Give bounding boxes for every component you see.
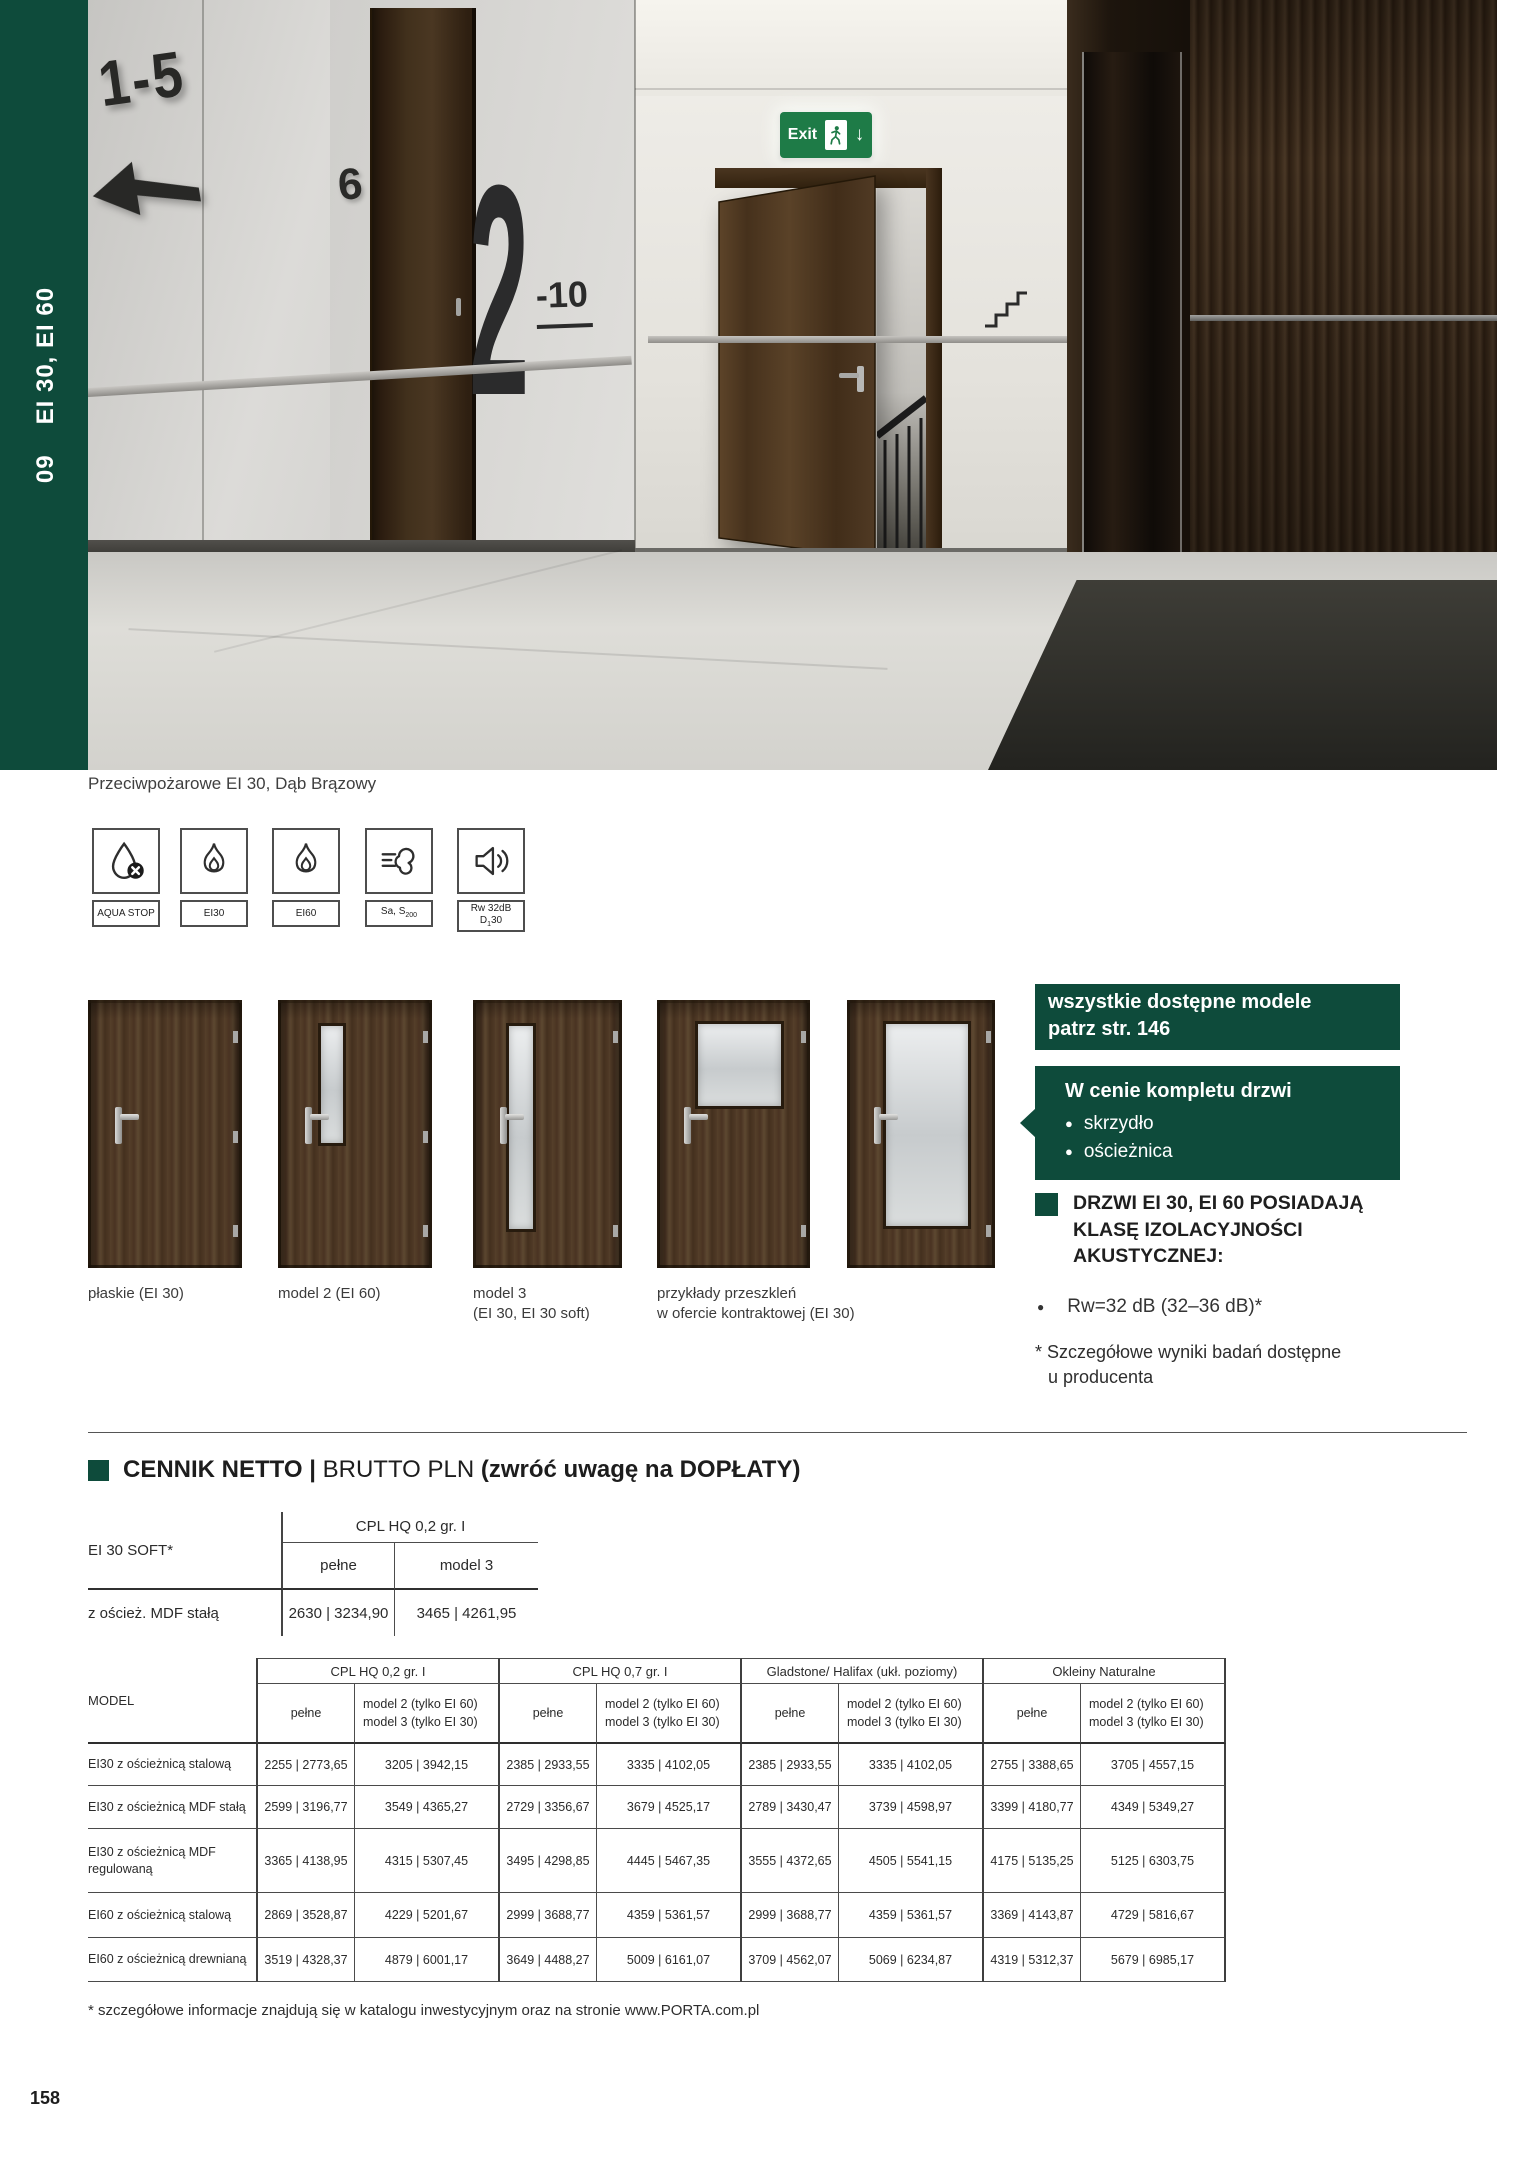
column-header: model 2 (tylko EI 60) model 3 (tylko EI 30) <box>597 1684 742 1744</box>
included-in-price-box <box>1035 1066 1400 1180</box>
column-header: model 2 (tylko EI 60) model 3 (tylko EI 30) <box>1081 1684 1226 1744</box>
price-cell: 2999 | 3688,77 <box>742 1893 839 1938</box>
exit-sign-label: Exit <box>787 126 818 143</box>
price-cell: 3465 | 4261,95 <box>416 1604 517 1622</box>
column-group-header: CPL HQ 0,7 gr. I <box>500 1658 742 1684</box>
stair-railing <box>877 188 926 560</box>
badge-label: AQUA STOP <box>92 900 160 927</box>
price-cell: 3365 | 4138,95 <box>258 1829 355 1893</box>
price-cell: 3679 | 4525,17 <box>597 1786 742 1829</box>
door-glass <box>318 1023 346 1146</box>
price-cell: 5009 | 6161,07 <box>597 1938 742 1982</box>
dark-floor-tiles <box>988 580 1497 770</box>
hinge <box>233 1031 238 1043</box>
hinge <box>801 1031 806 1043</box>
door-glass <box>695 1021 784 1109</box>
price-table-main <box>88 1658 1226 1982</box>
price-cell: 4729 | 5816,67 <box>1081 1893 1226 1938</box>
hinge <box>986 1031 991 1043</box>
price-cell: 3739 | 4598,97 <box>839 1786 984 1829</box>
column-header: pełne <box>742 1684 839 1744</box>
price-cell: 2789 | 3430,47 <box>742 1786 839 1829</box>
doorway-opening <box>877 188 926 560</box>
included-item: ● skrzydło <box>1065 1110 1388 1138</box>
door-handle-lever <box>505 1114 524 1120</box>
price-cell: 3335 | 4102,05 <box>839 1744 984 1786</box>
column-header: model 2 (tylko EI 60) model 3 (tylko EI 30) <box>839 1684 984 1744</box>
door-thumb-model3 <box>473 1000 622 1268</box>
bullet-icon: ● <box>1065 1144 1073 1159</box>
row-label: z oścież. MDF stałą <box>88 1590 283 1636</box>
price-table-soft <box>88 1512 538 1636</box>
pricing-footnote: * szczegółowe informacje znajdują się w katalogu inwestycyjnym oraz na stronie www.PORTA.com.pl <box>88 2002 760 2019</box>
price-cell: 3555 | 4372,65 <box>742 1829 839 1893</box>
badge-label: EI30 <box>180 900 248 927</box>
row-label: EI30 z ościeżnicą stalową <box>88 1744 258 1786</box>
door-handle-lever <box>310 1114 329 1120</box>
door-label-model3: model 3 (EI 30, EI 30 soft) <box>473 1285 590 1323</box>
door-glass <box>883 1021 971 1229</box>
acoustic-heading: DRZWI EI 30, EI 60 POSIADAJĄ KLASĘ IZOLACYJNOŚCI AKUSTYCZNEJ: <box>1073 1192 1364 1267</box>
badge-acoustic <box>457 828 525 932</box>
room-range-sign-right: -10 <box>535 273 593 329</box>
badge-label: Sa, $S_{200}$ <box>365 900 433 927</box>
price-cell: 4229 | 5201,67 <box>355 1893 500 1938</box>
price-cell: 5679 | 6985,17 <box>1081 1938 1226 1982</box>
price-cell: 4879 | 6001,17 <box>355 1938 500 1982</box>
column-header: model 2 (tylko EI 60) model 3 (tylko EI 30) <box>355 1684 500 1744</box>
column-header: model 3 <box>395 1543 538 1590</box>
column-group-header: CPL HQ 0,2 gr. I <box>283 1512 538 1543</box>
closed-wooden-door <box>370 8 476 556</box>
price-cell: 3649 | 4488,27 <box>500 1938 597 1982</box>
section-label: EI 30, EI 60 <box>32 286 59 425</box>
aqua-stop-icon <box>92 828 160 894</box>
price-cell: 5125 | 6303,75 <box>1081 1829 1226 1893</box>
photo-caption: Przeciwpożarowe EI 30, Dąb Brązowy <box>88 774 377 793</box>
badge-label: EI60 <box>272 900 340 927</box>
door-thumb-square-glazing <box>657 1000 810 1268</box>
door-thumb-plain <box>88 1000 242 1268</box>
pricing-heading: CENNIK NETTO | BRUTTO PLN (zwróć uwagę na DOPŁATY) <box>88 1456 800 1484</box>
door-handle-lever <box>879 1114 898 1120</box>
row-label: EI30 z ościeżnicą MDF stałą <box>88 1786 258 1829</box>
price-cell: 2869 | 3528,87 <box>258 1893 355 1938</box>
door-handle <box>456 298 461 316</box>
row-label: EI30 z ościeżnicą MDF regulowaną <box>88 1829 258 1893</box>
hinge <box>801 1225 806 1237</box>
section-number: 09 <box>32 454 59 484</box>
price-cell: 2755 | 3388,65 <box>984 1744 1081 1786</box>
divider-line <box>88 1432 1467 1433</box>
included-title: W cenie kompletu drzwi <box>1065 1080 1292 1102</box>
running-man-icon <box>825 120 847 150</box>
ceiling <box>635 0 1067 97</box>
promo-line1: wszystkie dostępne modele <box>1048 991 1312 1013</box>
page-number: 158 <box>30 2088 61 2108</box>
wall-trim-line <box>635 88 1067 90</box>
price-cell: 4505 | 5541,15 <box>839 1829 984 1893</box>
price-cell: 2599 | 3196,77 <box>258 1786 355 1829</box>
acoustic-bullet: ● Rw=32 dB (32–36 dB)* <box>1037 1296 1263 1317</box>
door-thumb-large-glazing <box>847 1000 995 1268</box>
row-label: EI60 z ościeżnicą drewnianą <box>88 1938 258 1982</box>
column-group-header: CPL HQ 0,2 gr. I <box>258 1658 500 1684</box>
fire-icon <box>272 828 340 894</box>
column-header: pełne <box>283 1543 395 1590</box>
speaker-icon <box>457 828 525 894</box>
door-handle-lever <box>120 1114 139 1120</box>
exit-sign <box>780 112 872 158</box>
door-label-plain: płaskie (EI 30) <box>88 1285 184 1302</box>
door-handle <box>500 1107 507 1144</box>
column-header: pełne <box>500 1684 597 1744</box>
door-handle <box>305 1107 312 1144</box>
table-row-header: MODEL <box>88 1658 258 1744</box>
price-cell: 4319 | 5312,37 <box>984 1938 1081 1982</box>
badge-ei30 <box>180 828 248 927</box>
wall-corner <box>634 0 636 560</box>
stairs-pictogram-icon <box>983 280 1029 330</box>
price-cell: 3705 | 4557,15 <box>1081 1744 1226 1786</box>
green-square-icon <box>1035 1193 1058 1216</box>
hinge <box>233 1225 238 1237</box>
price-cell: 4349 | 5349,27 <box>1081 1786 1226 1829</box>
price-cell: 4359 | 5361,57 <box>597 1893 742 1938</box>
wood-slat-wall <box>1190 0 1497 648</box>
badge-aqua-stop <box>92 828 160 927</box>
hinge <box>423 1031 428 1043</box>
room-range-sign: 1-5 <box>94 36 190 121</box>
price-cell: 3495 | 4298,85 <box>500 1829 597 1893</box>
fire-icon <box>180 828 248 894</box>
badge-label: Rw 32dB $D_130$ <box>457 900 525 932</box>
promo-line2: patrz str. 146 <box>1048 1018 1171 1040</box>
hinge <box>613 1225 618 1237</box>
column-header: pełne <box>984 1684 1081 1744</box>
acoustic-footnote: * Szczegółowe wyniki badań dostępne u producenta <box>1035 1342 1342 1387</box>
price-cell: 4175 | 5135,25 <box>984 1829 1081 1893</box>
price-cell: 2385 | 2933,55 <box>742 1744 839 1786</box>
green-square-icon <box>88 1460 109 1481</box>
column-header: pełne <box>258 1684 355 1744</box>
room-number-sign: 6 <box>335 159 365 210</box>
handrail-wood-wall <box>1190 315 1497 321</box>
price-cell: 3369 | 4143,87 <box>984 1893 1081 1938</box>
price-cell: 3205 | 3942,15 <box>355 1744 500 1786</box>
hinge <box>613 1031 618 1043</box>
badge-smoke <box>365 828 433 927</box>
price-cell: 2255 | 2773,65 <box>258 1744 355 1786</box>
bullet-icon: ● <box>1065 1116 1073 1131</box>
door-label-model2: model 2 (EI 60) <box>278 1285 381 1302</box>
price-cell: 4359 | 5361,57 <box>839 1893 984 1938</box>
section-tab-text <box>32 287 60 483</box>
price-cell: 3335 | 4102,05 <box>597 1744 742 1786</box>
smoke-control-icon <box>365 828 433 894</box>
hinge <box>423 1225 428 1237</box>
price-cell: 3519 | 4328,37 <box>258 1938 355 1982</box>
price-cell: 3549 | 4365,27 <box>355 1786 500 1829</box>
price-cell: 4315 | 5307,45 <box>355 1829 500 1893</box>
bullet-icon: ● <box>1037 1300 1045 1314</box>
floor-number-sign: 2 <box>469 122 530 458</box>
price-cell: 2630 | 3234,90 <box>283 1590 395 1636</box>
promo-banner <box>1035 984 1400 1050</box>
column-group-header: Gladstone/ Halifax (ukł. poziomy) <box>742 1658 984 1684</box>
price-cell: 4445 | 5467,35 <box>597 1829 742 1893</box>
badge-ei60 <box>272 828 340 927</box>
hero-photo <box>88 0 1497 770</box>
price-cell: 2729 | 3356,67 <box>500 1786 597 1829</box>
price-cell: 5069 | 6234,87 <box>839 1938 984 1982</box>
table-row-header: EI 30 SOFT* <box>88 1512 283 1590</box>
price-cell: 2385 | 2933,55 <box>500 1744 597 1786</box>
acoustic-section <box>1035 1190 1407 1270</box>
column-group-header: Okleiny Naturalne <box>984 1658 1226 1684</box>
hinge <box>986 1225 991 1237</box>
pointer-notch <box>1020 1108 1036 1138</box>
door-thumb-model2 <box>278 1000 432 1268</box>
price-cell: 2999 | 3688,77 <box>500 1893 597 1938</box>
door-handle <box>115 1107 122 1144</box>
hinge <box>233 1131 238 1143</box>
row-label: EI60 z ościeżnicą stalową <box>88 1893 258 1938</box>
price-cell: 3709 | 4562,07 <box>742 1938 839 1982</box>
down-arrow-icon: ↓ <box>854 124 865 145</box>
door-handle <box>684 1107 691 1144</box>
door-frame-jamb <box>926 168 942 560</box>
handrail-right <box>648 336 1067 343</box>
door-glass <box>506 1023 536 1232</box>
section-tab <box>0 0 88 770</box>
price-cell: 3399 | 4180,77 <box>984 1786 1081 1829</box>
door-label-glazing-examples: przykłady przeszkleń w ofercie kontraktowej (EI 30) <box>657 1285 855 1323</box>
door-handle-lever <box>689 1114 708 1120</box>
door-handle <box>874 1107 881 1144</box>
open-fire-door <box>715 170 879 562</box>
hinge <box>423 1131 428 1143</box>
included-item: ● ościeżnica <box>1065 1138 1388 1166</box>
wall-seam <box>202 0 204 556</box>
